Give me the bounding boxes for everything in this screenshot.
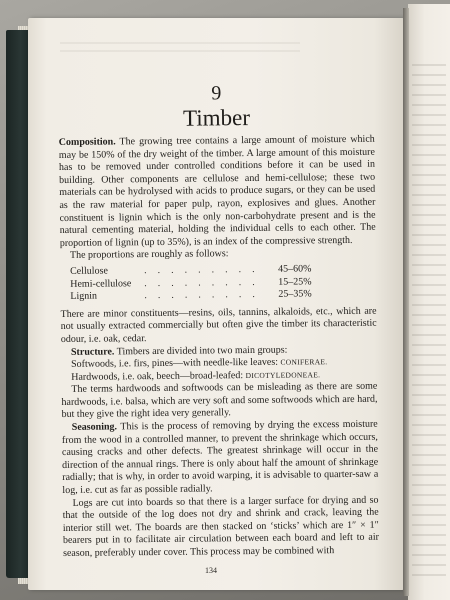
- proportion-name: Hemi-cellulose: [70, 277, 132, 290]
- page-content: [58, 67, 379, 561]
- proportions-intro: The proportions are roughly as follows:: [69, 248, 229, 262]
- leader-dots: .........: [144, 276, 266, 289]
- composition-paragraph: [59, 134, 376, 251]
- facing-page-text-edge: [412, 56, 446, 576]
- seasoning-paragraph: [62, 419, 379, 498]
- minor-constituents-paragraph: There are minor constituents—resins, oils, tannins, alkaloids, etc., which are not usually extracted commercially but often give the timber its characteristic odour, i.e. oak, cedar.: [60, 305, 377, 345]
- proportion-range: 15–25%: [278, 275, 312, 288]
- structure-heading: Structure.: [70, 345, 115, 358]
- composition-heading: Composition.: [58, 136, 116, 148]
- logs-paragraph: Logs are cut into boards so that there is a larger surface for drying and so that the outside of the log does not dry and shrink and crack, leaving the interior still wet. The boards are then stacked on ‘sticks’ which are 1″ × 1″ bearers put in to facilitate air circulation between each board and left to air season, preferably under cover. This process may be combined with: [62, 494, 379, 559]
- proportions-list: [70, 263, 336, 304]
- proportion-name: Lignin: [70, 290, 98, 303]
- chapter-title: Timber: [182, 104, 251, 131]
- book-cover: [6, 30, 30, 578]
- bleed-through-text: [60, 36, 300, 58]
- page-number: 134: [205, 566, 217, 575]
- leader-dots: .........: [144, 263, 266, 277]
- hardwoods-text: Hardwoods, i.e. oak, beech—broad-leafed:: [71, 369, 246, 383]
- hardwoods-class: DICOTYLEDONEAE.: [245, 369, 321, 380]
- terms-paragraph: The terms hardwoods and softwoods can be misleading as there are some hardwoods, i.e. balsa, which are very soft and some softwoods which are hard, but they give the right idea very generally.: [61, 380, 378, 421]
- proportion-row: [70, 288, 336, 303]
- composition-text: The growing tree contains a large amount of moisture which may be 150% of the dry weight of the timber. A large amount of this moisture has to be removed under controlled conditions before it can be used in building. Other components are cellulose and hemi-cellulose; these two materials can be hydrolysed with acids to produce sugars, or they can be used as the raw material for paper pulp, rayon, explosives and glues. Another constituent is lignin which is the only non-carbohydrate present and is the natural cementing material, holding the individual cells to each other. The proportion of lignin (up to 35%), is an index of the compressive strength.: [58, 133, 376, 249]
- chapter-number: 9: [211, 82, 222, 105]
- softwoods-text: Softwoods, i.e. firs, pines—with needle-like leaves:: [71, 356, 281, 370]
- structure-text: Timbers are divided into two main groups:: [114, 344, 288, 357]
- leader-dots: .........: [144, 288, 266, 302]
- book-gutter: [403, 8, 409, 596]
- seasoning-text: This is the process of removing by drying the excess moisture from the wood in a controlled manner, to prevent the shrinkage which occurs, causing cracks and other defects. The greatest shrinkage will occur in the direction of the annual rings. There is only about half the amount of shrinkage radially; that is why, in order to avoid warping, it is advisable to quarter-saw a log, i.e. cut as far as possible radially.: [61, 418, 379, 497]
- proportion-range: 25–35%: [278, 288, 312, 300]
- seasoning-heading: Seasoning.: [71, 421, 118, 433]
- proportion-range: 45–60%: [278, 263, 312, 275]
- softwoods-class: CONIFERAE.: [280, 357, 328, 367]
- proportion-name: Cellulose: [70, 265, 108, 277]
